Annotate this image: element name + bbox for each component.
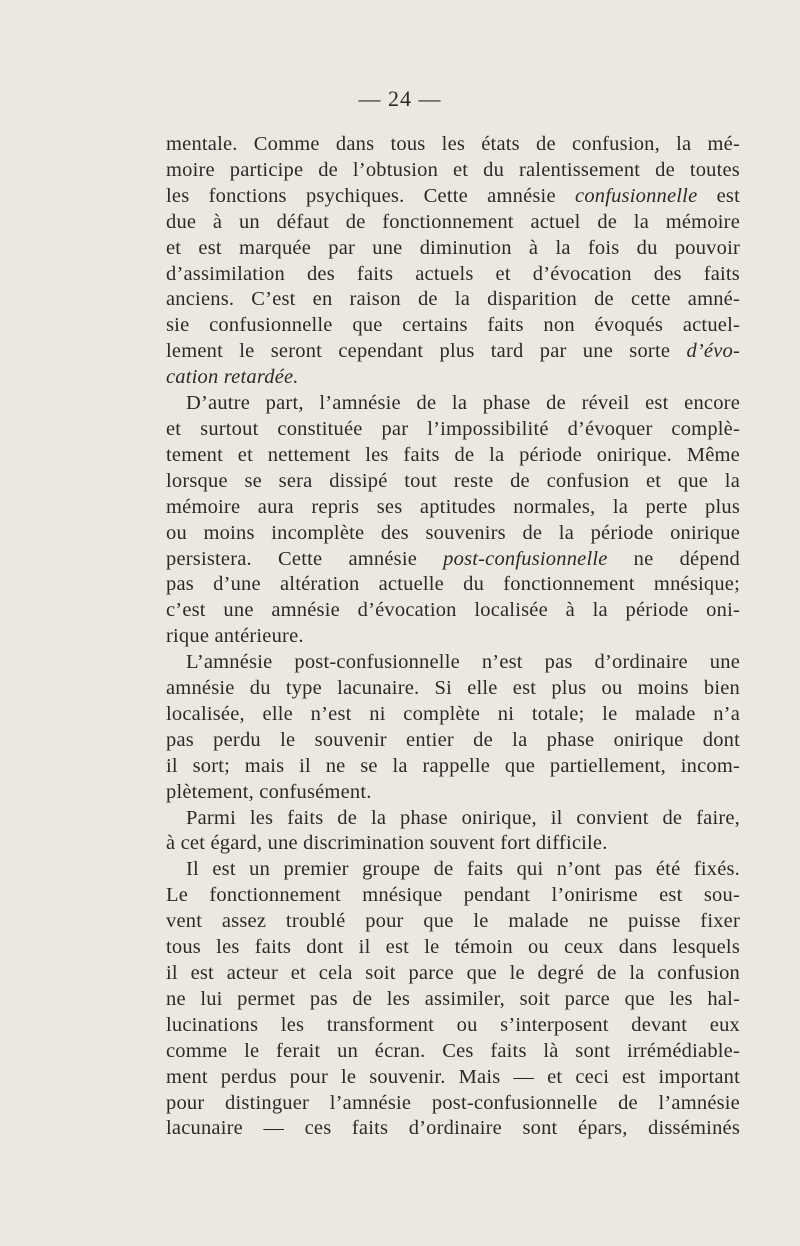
text-line: mémoire aura repris ses aptitudes normales, la perte plus (166, 495, 740, 518)
text-line: mentale. Comme dans tous les états de confusion, la mé- (166, 133, 740, 155)
text-line: tement et nettement les faits de la période onirique. Même (166, 443, 740, 466)
text-line: d’assimilation des faits actuels et d’évocation des faits (166, 262, 740, 285)
text-line: plètement, confusément. (166, 780, 372, 803)
text-line: Le fonctionnement mnésique pendant l’onirisme est sou- (166, 884, 740, 907)
text-line: amnésie du type lacunaire. Si elle est plus ou moins bien (166, 677, 740, 700)
paragraph (166, 650, 740, 805)
text-line: les fonctions psychiques. Cette amnésie confusionnelle est (166, 184, 741, 207)
paragraph (166, 132, 740, 391)
text-line: localisée, elle n’est ni complète ni totale; le malade n’a (166, 702, 740, 725)
text-line: lement le seront cependant plus tard par une sorte d’évo- (166, 340, 740, 363)
paragraph (166, 391, 740, 650)
text-line: comme le ferait un écran. Ces faits là sont irrémédiable- (166, 1039, 740, 1062)
text-line: pas d’une altération actuelle du fonctionnement mnésique; (166, 573, 740, 596)
text-line: cation retardée. (166, 366, 299, 389)
text-line: pas perdu le souvenir entier de la phase onirique dont (166, 728, 740, 751)
text-line: ou moins incomplète des souvenirs de la période onirique (166, 521, 740, 544)
page-number: — 24 — (358, 86, 442, 111)
text-line: Parmi les faits de la phase onirique, il convient de faire, (186, 806, 740, 829)
text-line: persistera. Cette amnésie post-confusionnelle ne dépend (166, 547, 740, 570)
paragraph (166, 806, 740, 858)
text-line: ment perdus pour le souvenir. Mais — et ceci est important (166, 1065, 740, 1088)
text-line: lorsque se sera dissipé tout reste de confusion et que la (166, 469, 740, 492)
text-line: tous les faits dont il est le témoin ou ceux dans lesquels (166, 936, 740, 959)
text-line: moire participe de l’obtusion et du ralentissement de toutes (166, 158, 740, 181)
text-line: il est acteur et cela soit parce que le degré de la confusion (166, 962, 740, 984)
text-line: et surtout constituée par l’impossibilité d’évoquer complè- (166, 417, 740, 440)
text-line: ne lui permet pas de les assimiler, soit parce que les hal- (166, 987, 740, 1010)
text-line: sie confusionnelle que certains faits non évoqués actuel- (166, 314, 740, 337)
text-line: rique antérieure. (166, 625, 304, 648)
text-line: pour distinguer l’amnésie post-confusionnelle de l’amnésie (166, 1091, 740, 1114)
text-line: D’autre part, l’amnésie de la phase de réveil est encore (186, 392, 740, 415)
text-line: anciens. C’est en raison de la disparition de cette amné- (166, 288, 740, 311)
text-line: c’est une amnésie d’évocation localisée à la période oni- (166, 599, 740, 622)
text-line: il sort; mais il ne se la rappelle que partiellement, incom- (166, 754, 740, 777)
text-line: Il est un premier groupe de faits qui n’ont pas été fixés. (186, 858, 740, 881)
text-line: à cet égard, une discrimination souvent fort difficile. (166, 832, 608, 855)
paragraph (166, 857, 740, 1142)
body-text (166, 132, 740, 1142)
text-line: vent assez troublé pour que le malade ne puisse fixer (166, 910, 740, 933)
text-line: due à un défaut de fonctionnement actuel de la mémoire (166, 210, 740, 233)
text-line: L’amnésie post-confusionnelle n’est pas d’ordinaire une (186, 651, 740, 674)
text-line: lucinations les transforment ou s’interposent devant eux (166, 1013, 740, 1036)
text-line: et est marquée par une diminution à la fois du pouvoir (166, 236, 740, 259)
text-line: lacunaire — ces faits d’ordinaire sont épars, disséminés (166, 1117, 740, 1140)
